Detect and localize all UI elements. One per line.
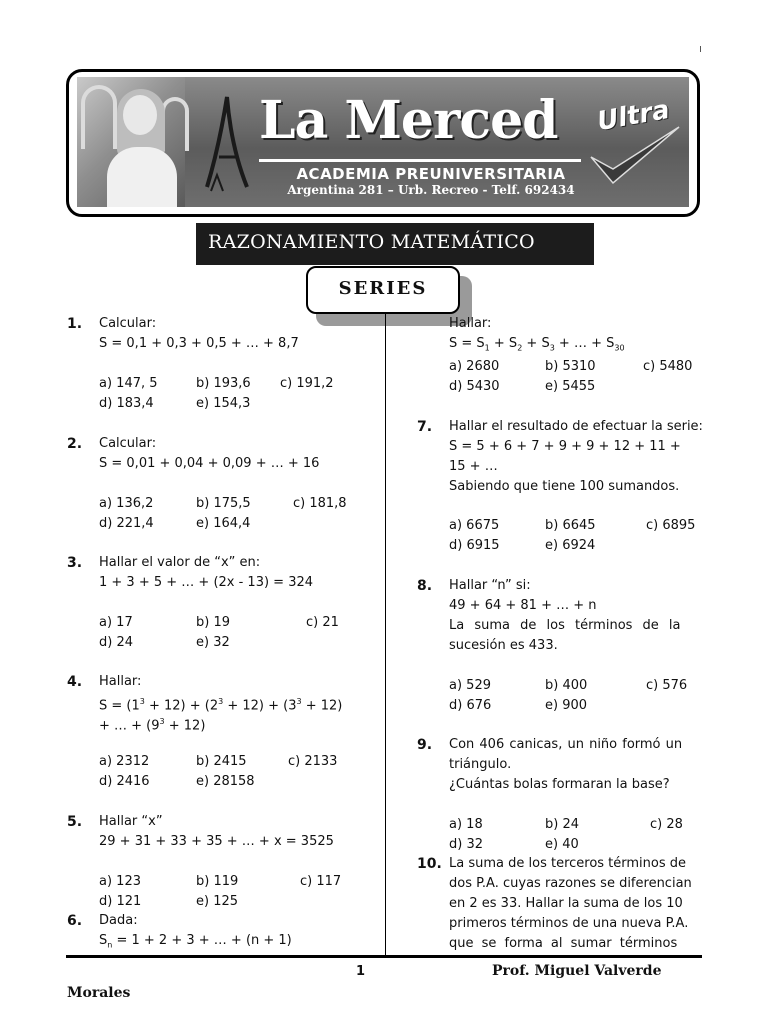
option-b: b) 175,5 bbox=[196, 496, 251, 511]
photo-arch-right bbox=[161, 97, 189, 151]
problem-statement: Hallar: bbox=[449, 316, 492, 331]
problem-statement: La suma de los terceros términos de bbox=[449, 856, 687, 871]
expr-part: = 1 + 2 + 3 + … + (n + 1) bbox=[112, 933, 292, 948]
option-e: e) 125 bbox=[196, 894, 239, 909]
author-name: Prof. Miguel Valverde bbox=[492, 963, 662, 979]
problem-expression: 1 + 3 + 5 + … + (2x - 13) = 324 bbox=[99, 575, 314, 590]
academy-subtitle: ACADEMIA PREUNIVERSITARIA bbox=[296, 165, 566, 183]
option-c: c) 191,2 bbox=[280, 376, 334, 391]
option-b: b) 5310 bbox=[545, 359, 596, 374]
exponent: 3 bbox=[159, 717, 165, 726]
problem-statement: Con 406 canicas, un niño formó un bbox=[449, 737, 683, 752]
problem-number: 8. bbox=[417, 578, 433, 594]
problem-statement: en 2 es 33. Hallar la suma de los 10 bbox=[449, 896, 683, 911]
option-b: b) 400 bbox=[545, 678, 588, 693]
corner-mark bbox=[700, 46, 701, 52]
option-c: c) 181,8 bbox=[293, 496, 347, 511]
option-c: c) 5480 bbox=[643, 359, 693, 374]
expr-part: + … + (9 bbox=[99, 718, 160, 734]
header-banner bbox=[66, 69, 700, 217]
option-c: c) 2133 bbox=[288, 754, 338, 769]
option-b: b) 2415 bbox=[196, 754, 247, 769]
problem-expression bbox=[99, 712, 205, 736]
problem-number: 5. bbox=[67, 814, 83, 830]
expr-part: S bbox=[99, 933, 108, 948]
problem-statement: La suma de los términos de la bbox=[449, 618, 681, 633]
option-a: a) 147, 5 bbox=[99, 376, 158, 391]
expr-part: S = S bbox=[449, 336, 485, 351]
academy-address: Argentina 281 – Urb. Recreo - Telf. 692434 bbox=[287, 183, 575, 197]
option-e: e) 154,3 bbox=[196, 396, 251, 411]
problem-statement: dos P.A. cuyas razones se diferencian bbox=[449, 876, 692, 891]
photo-arch-left bbox=[81, 85, 117, 149]
problem-statement: Hallar “x” bbox=[99, 814, 163, 829]
problem-statement: ¿Cuántas bolas formaran la base? bbox=[449, 777, 670, 792]
problem-expression: S = 0,01 + 0,04 + 0,09 + … + 16 bbox=[99, 456, 320, 471]
option-c: c) 117 bbox=[300, 874, 342, 889]
option-d: d) 6915 bbox=[449, 538, 500, 553]
student-photo bbox=[77, 77, 185, 207]
problem-expression: 29 + 31 + 33 + 35 + … + x = 3525 bbox=[99, 834, 334, 849]
problem-statement: Hallar “n” si: bbox=[449, 578, 531, 593]
author-surname: Morales bbox=[67, 985, 131, 1001]
problem-statement: Dada: bbox=[99, 913, 138, 928]
subject-banner bbox=[196, 223, 594, 265]
exponent: 3 bbox=[218, 697, 224, 706]
problem-number: 7. bbox=[417, 419, 433, 435]
page-number: 1 bbox=[356, 964, 366, 979]
expr-part: + 12) bbox=[164, 718, 206, 734]
academy-logo-icon bbox=[197, 87, 257, 197]
problem-expression bbox=[99, 931, 292, 956]
expr-part: + S bbox=[522, 336, 550, 351]
option-d: d) 221,4 bbox=[99, 516, 154, 531]
option-e: e) 40 bbox=[545, 837, 579, 852]
option-e: e) 28158 bbox=[196, 774, 255, 789]
option-b: b) 119 bbox=[196, 874, 239, 889]
subscript: 30 bbox=[614, 343, 625, 353]
expr-part: + 12) bbox=[301, 698, 343, 714]
problem-expression: 49 + 64 + 81 + … + n bbox=[449, 598, 597, 613]
option-b: b) 19 bbox=[196, 615, 230, 630]
option-a: a) 136,2 bbox=[99, 496, 154, 511]
problem-statement: Hallar: bbox=[99, 674, 142, 689]
option-c: c) 6895 bbox=[646, 518, 696, 533]
photo-body bbox=[107, 147, 177, 207]
topic-title: SERIES bbox=[338, 278, 428, 299]
problem-statement: Sabiendo que tiene 100 sumandos. bbox=[449, 479, 680, 494]
academy-name: La Merced bbox=[259, 90, 558, 151]
option-e: e) 6924 bbox=[545, 538, 596, 553]
expr-part: + S bbox=[489, 336, 518, 351]
photo-face bbox=[123, 95, 157, 135]
problem-statement: que se forma al sumar términos bbox=[449, 936, 678, 951]
ultra-badge: Ultra bbox=[594, 94, 672, 138]
problem-statement: triángulo. bbox=[449, 757, 512, 772]
column-divider bbox=[385, 313, 386, 958]
problem-number: 4. bbox=[67, 674, 83, 690]
option-d: d) 183,4 bbox=[99, 396, 154, 411]
problem-number: 2. bbox=[67, 436, 83, 452]
problem-expression: 15 + … bbox=[449, 459, 498, 474]
problem-statement: Hallar el resultado de efectuar la serie: bbox=[449, 419, 703, 434]
problem-statement: Hallar el valor de “x” en: bbox=[99, 555, 261, 570]
expr-part: + 12) + (3 bbox=[223, 698, 297, 714]
footer-rule bbox=[66, 955, 702, 958]
problem-number: 9. bbox=[417, 737, 433, 753]
exponent: 3 bbox=[296, 697, 302, 706]
option-d: d) 121 bbox=[99, 894, 142, 909]
option-e: e) 32 bbox=[196, 635, 230, 650]
option-a: a) 17 bbox=[99, 615, 133, 630]
option-b: b) 6645 bbox=[545, 518, 596, 533]
problem-statement: sucesión es 433. bbox=[449, 638, 558, 653]
subscript: 1 bbox=[484, 343, 490, 353]
exponent: 3 bbox=[139, 697, 145, 706]
problem-expression: S = 5 + 6 + 7 + 9 + 9 + 12 + 11 + bbox=[449, 439, 681, 454]
option-c: c) 576 bbox=[646, 678, 688, 693]
subscript: 3 bbox=[549, 343, 555, 353]
option-c: c) 28 bbox=[650, 817, 683, 832]
option-d: d) 2416 bbox=[99, 774, 150, 789]
option-d: d) 24 bbox=[99, 635, 133, 650]
option-a: a) 123 bbox=[99, 874, 141, 889]
banner-background bbox=[77, 77, 689, 207]
expr-part: + … + S bbox=[554, 336, 615, 351]
option-e: e) 5455 bbox=[545, 379, 596, 394]
subscript: 2 bbox=[517, 343, 523, 353]
problem-expression: S = 0,1 + 0,3 + 0,5 + … + 8,7 bbox=[99, 336, 299, 351]
option-a: a) 529 bbox=[449, 678, 491, 693]
subject-title: RAZONAMIENTO MATEMÁTICO bbox=[208, 231, 535, 253]
problem-number: 6. bbox=[67, 913, 83, 929]
problem-number: 1. bbox=[67, 316, 83, 332]
subscript: n bbox=[107, 940, 113, 950]
option-a: a) 18 bbox=[449, 817, 483, 832]
problem-statement: Calcular: bbox=[99, 436, 157, 451]
title-underline bbox=[259, 159, 581, 162]
option-d: d) 676 bbox=[449, 698, 492, 713]
option-b: b) 24 bbox=[545, 817, 579, 832]
expr-part: + 12) + (2 bbox=[144, 698, 219, 714]
problem-statement: Calcular: bbox=[99, 316, 157, 331]
option-a: a) 2312 bbox=[99, 754, 150, 769]
option-b: b) 193,6 bbox=[196, 376, 251, 391]
topic-box bbox=[306, 266, 460, 314]
option-a: a) 2680 bbox=[449, 359, 500, 374]
problem-number: 10. bbox=[417, 856, 442, 872]
option-a: a) 6675 bbox=[449, 518, 500, 533]
option-d: d) 32 bbox=[449, 837, 483, 852]
option-e: e) 164,4 bbox=[196, 516, 251, 531]
problem-number: 3. bbox=[67, 555, 83, 571]
expr-part: S = (1 bbox=[99, 698, 140, 714]
option-e: e) 900 bbox=[545, 698, 588, 713]
option-c: c) 21 bbox=[306, 615, 339, 630]
problem-expression bbox=[449, 334, 625, 359]
option-d: d) 5430 bbox=[449, 379, 500, 394]
problem-statement: primeros términos de una nueva P.A. bbox=[449, 916, 689, 931]
